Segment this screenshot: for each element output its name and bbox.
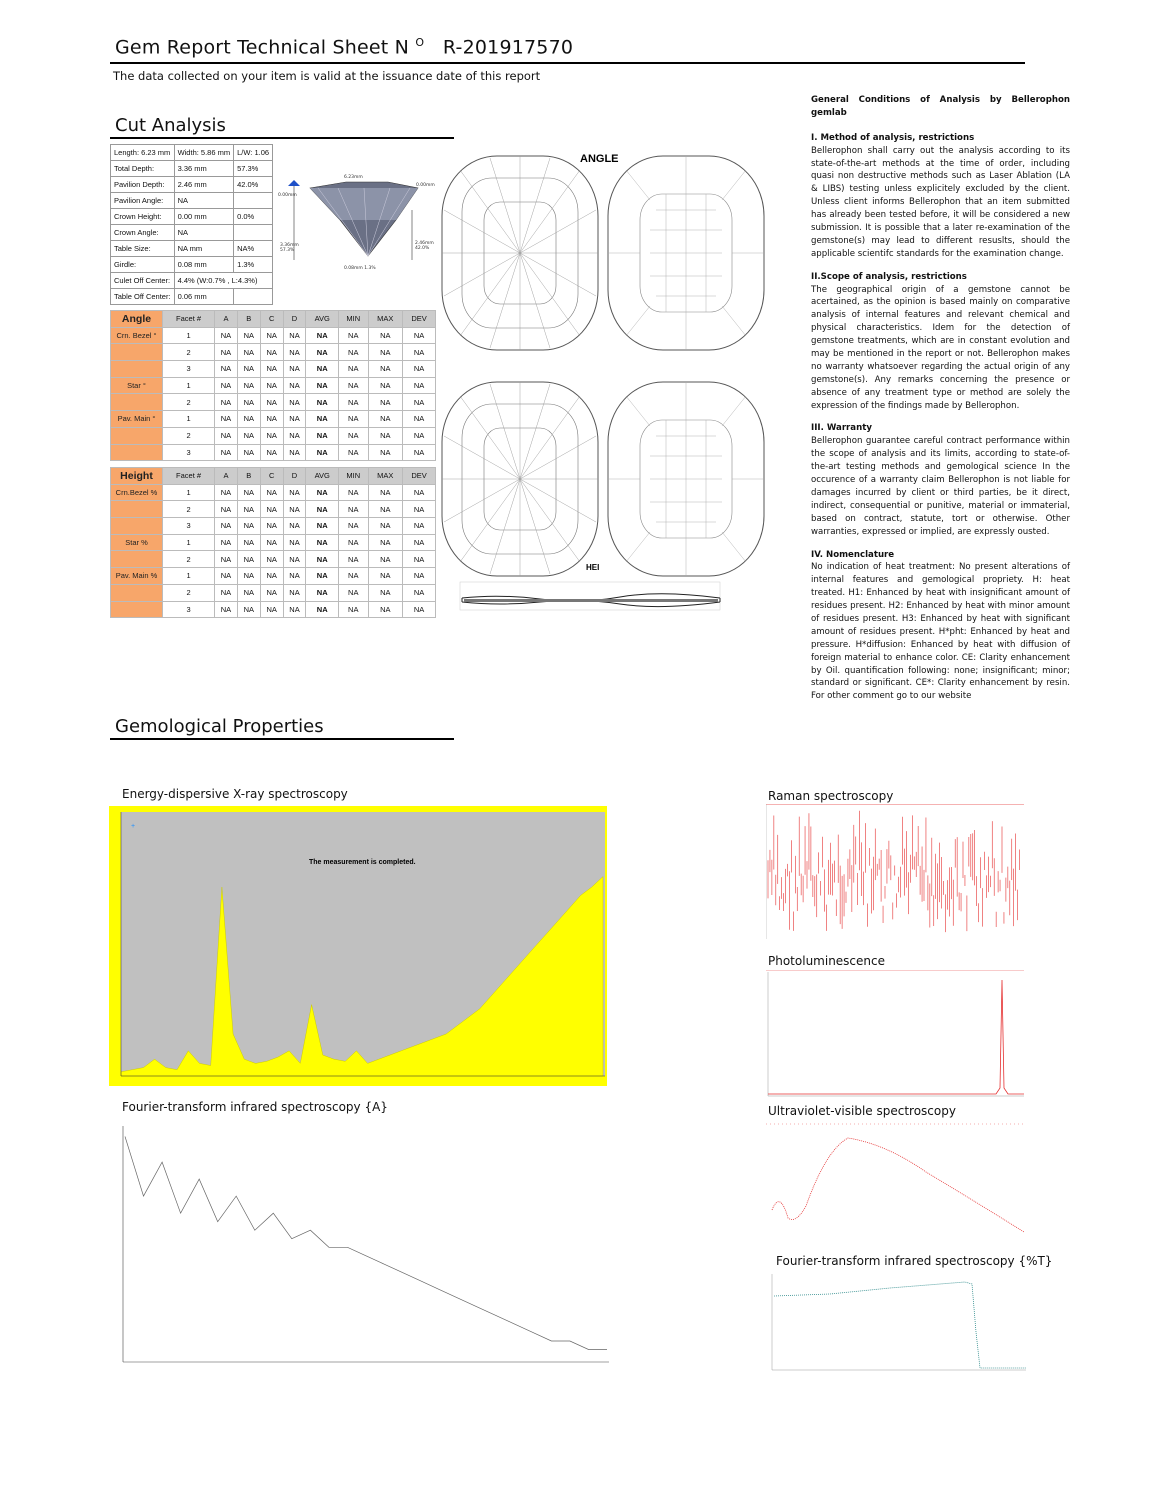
facet-column-header: Facet #: [163, 311, 215, 328]
title-sup: O: [415, 36, 425, 49]
facet-value: NA: [215, 444, 238, 461]
conditions-heading-2: II.Scope of analysis, restrictions: [811, 271, 967, 282]
facet-value: NA: [403, 327, 436, 344]
ftir-a-chart: [109, 1120, 617, 1380]
facet-value: NA: [339, 344, 369, 361]
measurement-cell: 0.08 mm: [174, 257, 234, 273]
facet-value: NA: [215, 377, 238, 394]
facet-row-label: [111, 584, 163, 601]
facet-value: NA: [260, 484, 283, 501]
facet-value: NA: [403, 534, 436, 551]
facet-value: NA: [283, 551, 306, 568]
facet-value: NA: [237, 501, 260, 518]
facet-value: NA: [339, 484, 369, 501]
measurement-cell: Length: 6.23 mm: [111, 145, 175, 161]
measurement-cell: Girdle:: [111, 257, 175, 273]
facet-value: NA: [403, 361, 436, 378]
facet-value: NA: [215, 584, 238, 601]
facet-column-header: D: [283, 311, 306, 328]
facet-value: NA: [215, 327, 238, 344]
facet-row: [111, 427, 436, 444]
facet-row: [111, 377, 436, 394]
report-subtitle: The data collected on your item is valid at the issuance date of this report: [113, 69, 541, 83]
facet-value: NA: [339, 534, 369, 551]
measurement-cell: 0.00 mm: [174, 209, 234, 225]
facet-column-header: C: [260, 468, 283, 485]
facet-row-label: [111, 501, 163, 518]
facet-row-label: Crn.Bezel %: [111, 484, 163, 501]
facet-column-header: C: [260, 311, 283, 328]
facet-value: NA: [403, 518, 436, 535]
measurement-cell: Crown Angle:: [111, 225, 175, 241]
facet-value: NA: [283, 568, 306, 585]
facet-value: NA: [283, 411, 306, 428]
facet-value: NA: [306, 361, 339, 378]
facet-row: [111, 501, 436, 518]
facet-value: NA: [306, 484, 339, 501]
measurement-row: [111, 225, 273, 241]
facet-value: NA: [306, 534, 339, 551]
facet-number: 1: [163, 484, 215, 501]
facet-row-label: [111, 551, 163, 568]
facet-value: NA: [339, 551, 369, 568]
facet-value: NA: [283, 361, 306, 378]
facet-value: NA: [368, 501, 403, 518]
facet-column-header: B: [237, 311, 260, 328]
measurement-cell: NA: [174, 193, 234, 209]
facet-column-header: B: [237, 468, 260, 485]
facet-value: NA: [403, 411, 436, 428]
facet-row: [111, 584, 436, 601]
facet-column-header: D: [283, 468, 306, 485]
measurement-cell: Total Depth:: [111, 161, 175, 177]
profile-pav-right-pct: 42.0%: [415, 246, 430, 251]
measurement-row: [111, 161, 273, 177]
facet-value: NA: [306, 327, 339, 344]
facet-value: NA: [368, 377, 403, 394]
facet-value: NA: [306, 551, 339, 568]
measurement-row: [111, 257, 273, 273]
facet-value: NA: [339, 501, 369, 518]
facet-value: NA: [368, 484, 403, 501]
report-title: [115, 36, 573, 58]
facet-value: NA: [260, 377, 283, 394]
girdle-profile-strip: [460, 582, 720, 610]
facet-value: NA: [237, 427, 260, 444]
measurement-cell: Width: 5.86 mm: [174, 145, 234, 161]
facet-row: [111, 568, 436, 585]
facet-row-label: [111, 394, 163, 411]
facet-diagrams: [440, 150, 770, 630]
facet-number: 2: [163, 551, 215, 568]
pl-chart: [766, 970, 1026, 1100]
raman-title: Raman spectroscopy: [768, 789, 894, 803]
gemological-heading: Gemological Properties: [115, 716, 324, 737]
facet-value: NA: [339, 361, 369, 378]
facet-value: NA: [237, 444, 260, 461]
measurements-table: [110, 144, 273, 305]
facet-value: NA: [306, 568, 339, 585]
facet-value: NA: [237, 327, 260, 344]
measurement-cell: 1.3%: [234, 257, 273, 273]
measurement-row: [111, 273, 273, 289]
facet-value: NA: [368, 551, 403, 568]
facet-row: [111, 444, 436, 461]
facet-value: NA: [368, 444, 403, 461]
facet-value: NA: [368, 327, 403, 344]
facet-value: NA: [283, 344, 306, 361]
facet-value: NA: [283, 484, 306, 501]
facet-number: 2: [163, 394, 215, 411]
facet-row-label: [111, 427, 163, 444]
facet-row: [111, 518, 436, 535]
facet-number: 3: [163, 601, 215, 618]
facet-value: NA: [283, 427, 306, 444]
uvvis-chart: [766, 1120, 1028, 1240]
facet-value: NA: [339, 394, 369, 411]
facet-number: 2: [163, 344, 215, 361]
measurement-cell: Pavilion Depth:: [111, 177, 175, 193]
facet-row: [111, 601, 436, 618]
measurement-cell: Table Off Center:: [111, 289, 175, 305]
title-prefix: Gem Report Technical Sheet N: [115, 36, 410, 59]
facet-value: NA: [306, 584, 339, 601]
facet-value: NA: [237, 568, 260, 585]
height-table: [110, 467, 436, 618]
raman-chart: [766, 804, 1026, 944]
edx-message: The measurement is completed.: [309, 859, 416, 866]
profile-crown-left: 0.00mm: [278, 193, 297, 198]
uvvis-title: Ultraviolet-visible spectroscopy: [768, 1104, 956, 1118]
measurement-cell: 42.0%: [234, 177, 273, 193]
gem-profile-diagram: [278, 170, 438, 280]
facet-value: NA: [403, 484, 436, 501]
measurement-cell: L/W: 1.06: [234, 145, 273, 161]
facet-value: NA: [215, 344, 238, 361]
measurement-row: [111, 241, 273, 257]
facet-value: NA: [237, 518, 260, 535]
facet-row-label: Star °: [111, 377, 163, 394]
facet-value: NA: [368, 601, 403, 618]
measurement-cell: Culet Off Center:: [111, 273, 175, 289]
facet-column-header: MIN: [339, 311, 369, 328]
measurement-cell: [234, 289, 273, 305]
measurement-cell: [234, 193, 273, 209]
cut-analysis-underline: [110, 137, 454, 139]
facet-header-row: [111, 311, 436, 328]
facet-value: NA: [260, 344, 283, 361]
facet-value: NA: [260, 427, 283, 444]
facet-column-header: AVG: [306, 468, 339, 485]
conditions-text-4: No indication of heat treatment: No present alterations of internal features and gemological propriety. H: heat treated. H1: Enhanced by heat with insignificant amount of residues present. H2: Enhanced by heat with minor amount of residues present. H3: Enhanced by heat with significant amount of residues present. H*pht: Enhanced by heat and pressure. H*diffusion: Enhanced by heat with diffusion of foreign material to enhance color. CE: Clarity enhancement by Oil. quantification following: none; insignificant; minor; standard or significant. CE*: Clarity enhancement by resin. For other comment go to our website: [811, 562, 1070, 702]
facet-row-label: [111, 361, 163, 378]
facet-value: NA: [339, 444, 369, 461]
conditions-text-2: The geographical origin of a gemstone cannot be acertained, as the opinion is based mainly on comparative analysis of internal features and relevant chemical and physical characteristics. Idem for the detection of gemstone treatments, which are in constant evolution and may be mentioned in the report or not. Bellerophon makes no warranty whatsoever regarding the actual origin of any gemstone(s). Any remarks concerning the presence or absence of any treatment type or method are solely the expression of the findings made by Bellerophon.: [811, 284, 1070, 411]
height-diagram-label: HEI: [586, 563, 600, 572]
edx-marker-icon: +: [131, 823, 136, 830]
facet-value: NA: [339, 411, 369, 428]
facet-row: [111, 344, 436, 361]
facet-value: NA: [339, 427, 369, 444]
facet-row-label: [111, 518, 163, 535]
facet-value: NA: [215, 394, 238, 411]
facet-value: NA: [260, 327, 283, 344]
facet-value: NA: [368, 361, 403, 378]
facet-column-header: Facet #: [163, 468, 215, 485]
facet-value: NA: [306, 501, 339, 518]
measurement-cell: [234, 225, 273, 241]
edx-chart: [109, 806, 607, 1086]
facet-column-header: MAX: [368, 311, 403, 328]
facet-row-label: [111, 444, 163, 461]
conditions-text-1: Bellerophon shall carry out the analysis according to its state-of-the-art methods at the time of order, including quasi non destructive methods such as Laser Ablation (LA & LIBS) testing unless explicitely excluded by the client. Unless client informs Bellerophon that an item submitted has already been tested before, it will be considered a new submission. It is possible that a later re-examination of the gemstone(s) may lead to different resuslts, should the applicable scientifc standards for the examination change.: [811, 145, 1070, 259]
ftir-a-series-line: [125, 1137, 607, 1350]
facet-number: 1: [163, 568, 215, 585]
profile-crown-right: 0.00mm: [416, 183, 435, 188]
measurement-cell: Crown Height:: [111, 209, 175, 225]
facet-value: NA: [403, 344, 436, 361]
facet-value: NA: [368, 344, 403, 361]
facet-row: [111, 534, 436, 551]
facet-value: NA: [283, 377, 306, 394]
measurement-row: [111, 145, 273, 161]
facet-value: NA: [339, 518, 369, 535]
facet-number: 1: [163, 534, 215, 551]
facet-value: NA: [283, 444, 306, 461]
measurement-cell: NA mm: [174, 241, 234, 257]
facet-value: NA: [403, 568, 436, 585]
facet-header-row: [111, 468, 436, 485]
facet-value: NA: [306, 344, 339, 361]
facet-value: NA: [260, 361, 283, 378]
ftir-t-title: Fourier-transform infrared spectroscopy {%T}: [776, 1254, 1053, 1268]
facet-value: NA: [403, 601, 436, 618]
facet-value: NA: [260, 534, 283, 551]
facet-row: [111, 361, 436, 378]
facet-row: [111, 411, 436, 428]
facet-value: NA: [260, 444, 283, 461]
facet-value: NA: [237, 361, 260, 378]
ftir-a-title: Fourier-transform infrared spectroscopy {A}: [122, 1100, 388, 1114]
facet-value: NA: [237, 584, 260, 601]
facet-row-label: [111, 601, 163, 618]
facet-value: NA: [237, 484, 260, 501]
facet-number: 3: [163, 518, 215, 535]
facet-value: NA: [368, 427, 403, 444]
facet-value: NA: [283, 518, 306, 535]
facet-value: NA: [215, 551, 238, 568]
facet-value: NA: [260, 568, 283, 585]
facet-number: 1: [163, 327, 215, 344]
facet-value: NA: [215, 361, 238, 378]
facet-value: NA: [403, 501, 436, 518]
facet-value: NA: [283, 501, 306, 518]
facet-value: NA: [237, 377, 260, 394]
facet-value: NA: [368, 394, 403, 411]
report-number: R-201917570: [442, 36, 574, 59]
facet-value: NA: [215, 427, 238, 444]
angle-table: [110, 310, 436, 461]
facet-value: NA: [339, 568, 369, 585]
facet-row-label: Star %: [111, 534, 163, 551]
facet-value: NA: [260, 551, 283, 568]
profile-pav-right: 2.46mm: [415, 241, 434, 246]
measurement-row: [111, 177, 273, 193]
facet-column-header: DEV: [403, 311, 436, 328]
measurement-row: [111, 289, 273, 305]
facet-value: NA: [237, 551, 260, 568]
facet-value: NA: [368, 584, 403, 601]
facet-value: NA: [306, 394, 339, 411]
facet-value: NA: [306, 411, 339, 428]
conditions-heading-1: I. Method of analysis, restrictions: [811, 132, 975, 143]
facet-value: NA: [283, 394, 306, 411]
conditions-title: General Conditions of Analysis by Bellerophon gemlab: [811, 95, 1070, 118]
measurement-cell: 0.0%: [234, 209, 273, 225]
header-divider: [110, 62, 1025, 64]
facet-value: NA: [339, 377, 369, 394]
facet-value: NA: [215, 568, 238, 585]
facet-value: NA: [368, 534, 403, 551]
facet-value: NA: [403, 377, 436, 394]
facet-row-label: Crn. Bezel °: [111, 327, 163, 344]
facet-value: NA: [215, 484, 238, 501]
facet-value: NA: [339, 584, 369, 601]
facet-value: NA: [260, 501, 283, 518]
facet-value: NA: [403, 394, 436, 411]
profile-top-width: 6.23mm: [344, 175, 363, 180]
measurement-cell: 0.06 mm: [174, 289, 234, 305]
facet-row-label: [111, 344, 163, 361]
measurement-cell: Table Size:: [111, 241, 175, 257]
measurement-cell: NA: [174, 225, 234, 241]
facet-number: 2: [163, 501, 215, 518]
facet-value: NA: [283, 601, 306, 618]
facet-value: NA: [260, 584, 283, 601]
profile-depth-left: 3.36mm: [280, 243, 299, 248]
facet-number: 1: [163, 377, 215, 394]
pl-title: Photoluminescence: [768, 954, 885, 968]
facet-number: 2: [163, 584, 215, 601]
ftir-t-chart: [770, 1272, 1028, 1376]
facet-value: NA: [260, 411, 283, 428]
facet-table-title: Height: [111, 468, 163, 485]
general-conditions: [811, 94, 1070, 703]
facet-row: [111, 551, 436, 568]
facet-row: [111, 327, 436, 344]
facet-value: NA: [237, 344, 260, 361]
facet-value: NA: [403, 584, 436, 601]
facet-column-header: A: [215, 468, 238, 485]
facet-value: NA: [339, 601, 369, 618]
facet-value: NA: [237, 411, 260, 428]
facet-value: NA: [260, 394, 283, 411]
facet-row: [111, 394, 436, 411]
facet-column-header: MAX: [368, 468, 403, 485]
facet-row-label: Pav. Main %: [111, 568, 163, 585]
profile-depth-left-pct: 57.3%: [280, 248, 295, 253]
measurement-row: [111, 209, 273, 225]
facet-column-header: A: [215, 311, 238, 328]
facet-value: NA: [306, 427, 339, 444]
cut-analysis-heading: Cut Analysis: [115, 115, 226, 136]
facet-value: NA: [339, 327, 369, 344]
facet-value: NA: [368, 411, 403, 428]
conditions-text-3: Bellerophon guarantee careful contract performance within the scope of analysis and its limits, according to state-of-the-art testing methods and gemological science In the occurence of a warranty claim Bellerophon is not liable for damages incurred by client or third parties, be it direct, indirect, consequential or punitive, material or immaterial, based on contract, statute, tort or otherwise. Other warranties, expressed or implied, are expressly ousted.: [811, 436, 1070, 537]
conditions-heading-4: IV. Nomenclature: [811, 549, 895, 560]
facet-value: NA: [283, 534, 306, 551]
measurement-cell: Pavilion Angle:: [111, 193, 175, 209]
facet-column-header: DEV: [403, 468, 436, 485]
facet-number: 1: [163, 411, 215, 428]
facet-value: NA: [237, 534, 260, 551]
facet-value: NA: [215, 518, 238, 535]
facet-column-header: MIN: [339, 468, 369, 485]
facet-value: NA: [306, 601, 339, 618]
measurement-cell: 3.36 mm: [174, 161, 234, 177]
facet-value: NA: [283, 584, 306, 601]
measurement-cell: 57.3%: [234, 161, 273, 177]
angle-diagram-label: ANGLE: [580, 153, 619, 165]
edx-title: Energy-dispersive X-ray spectroscopy: [122, 787, 348, 801]
facet-value: NA: [306, 444, 339, 461]
measurement-cell: 2.46 mm: [174, 177, 234, 193]
measurement-cell: 4.4% (W:0.7% , L:4.3%): [174, 273, 272, 289]
facet-number: 3: [163, 361, 215, 378]
facet-number: 3: [163, 444, 215, 461]
facet-row: [111, 484, 436, 501]
facet-value: NA: [403, 551, 436, 568]
facet-value: NA: [237, 601, 260, 618]
measurement-cell: NA%: [234, 241, 273, 257]
gemological-underline: [110, 738, 454, 740]
facet-value: NA: [368, 518, 403, 535]
facet-value: NA: [283, 327, 306, 344]
facet-column-header: AVG: [306, 311, 339, 328]
facet-table-title: Angle: [111, 311, 163, 328]
facet-row-label: Pav. Main °: [111, 411, 163, 428]
facet-value: NA: [215, 411, 238, 428]
facet-value: NA: [215, 501, 238, 518]
conditions-heading-3: III. Warranty: [811, 423, 872, 434]
facet-value: NA: [237, 394, 260, 411]
facet-value: NA: [403, 444, 436, 461]
facet-value: NA: [215, 601, 238, 618]
facet-number: 2: [163, 427, 215, 444]
facet-value: NA: [306, 518, 339, 535]
facet-value: NA: [368, 568, 403, 585]
facet-value: NA: [260, 518, 283, 535]
facet-value: NA: [306, 377, 339, 394]
profile-girdle: 0.08mm 1.3%: [344, 266, 376, 271]
facet-value: NA: [215, 534, 238, 551]
facet-value: NA: [260, 601, 283, 618]
facet-value: NA: [403, 427, 436, 444]
measurement-row: [111, 193, 273, 209]
